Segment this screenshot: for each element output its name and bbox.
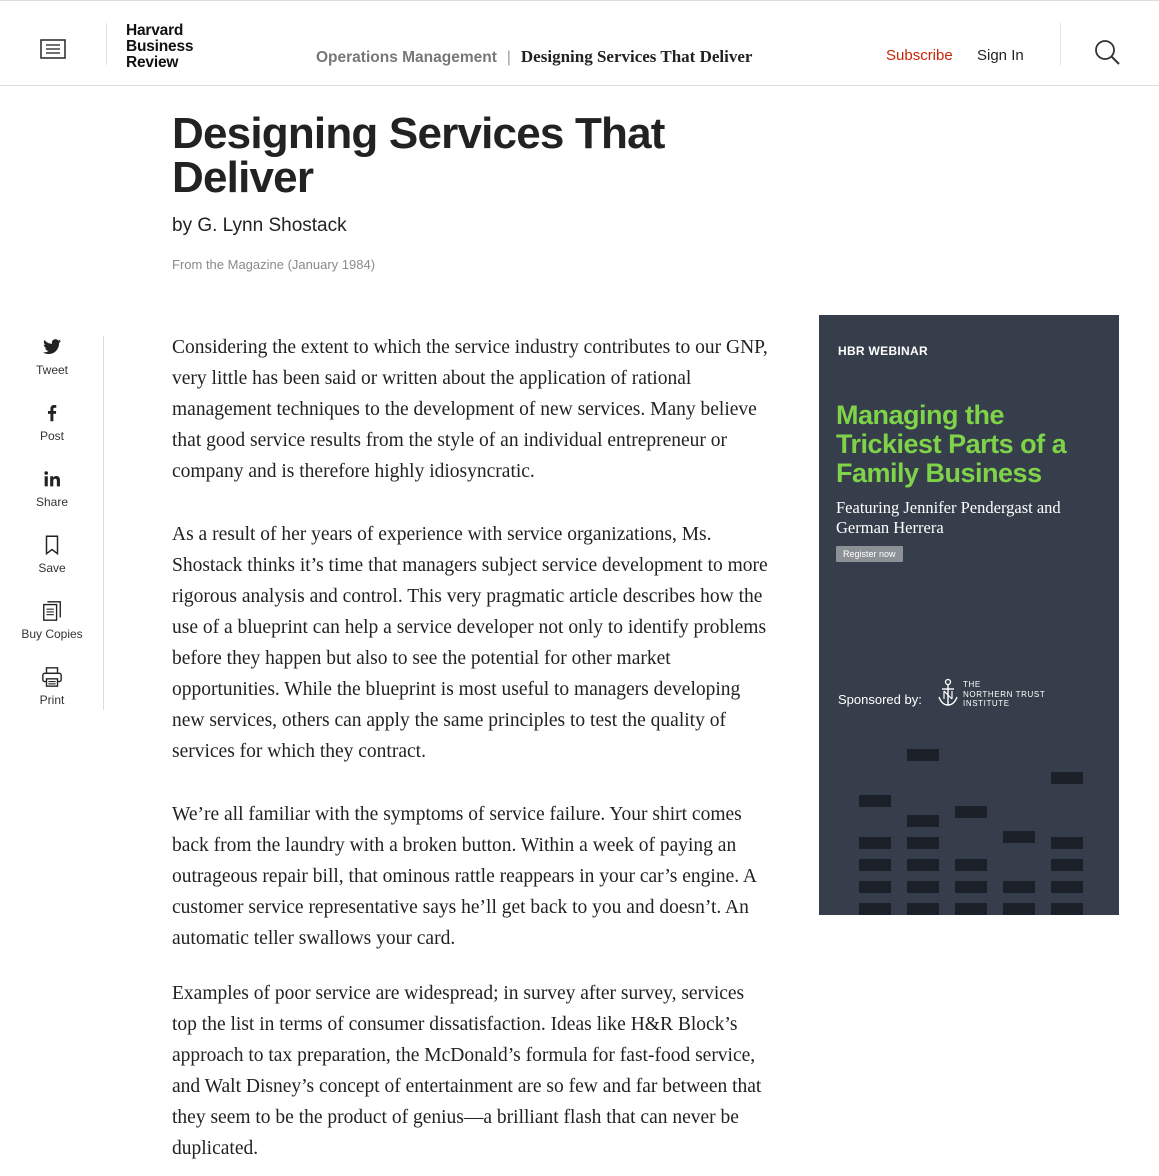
breadcrumb bbox=[316, 47, 752, 67]
article-paragraph: We’re all familiar with the symptoms of service failure. Your shirt comes back from the laundry with a broken button. Within a week of paying an outrageous repair bill, that ominous rattle reappears in your car’s engine. A customer service representative says he’ll get back to you and doesn’t. An automatic teller swallows your card. bbox=[172, 804, 756, 949]
sponsor-logo-line: THE bbox=[963, 680, 981, 689]
anchor-icon bbox=[937, 678, 959, 708]
article-paragraph: Examples of poor service are widespread; in survey after survey, services top the list in terms of consumer dissatisfaction. Ideas like H&R Block’s approach to tax preparation, the McDonald’s formula for fast-food service, and Walt Disney’s concept of entertainment are so few and far between that they seem to be the product of genius—a brilliant flash that can never be duplicated. bbox=[172, 983, 762, 1159]
breadcrumb-separator: | bbox=[506, 49, 511, 66]
article-source[interactable]: From the Magazine (January 1984) bbox=[172, 257, 376, 272]
register-now-button[interactable]: Register now bbox=[836, 546, 903, 562]
facebook-icon bbox=[41, 402, 63, 424]
article-title: Designing Services That Deliver bbox=[172, 109, 665, 202]
article-paragraph: As a result of her years of experience with service organizations, Ms. Shostack thinks it’s time that managers subject service development to more rigorous analysis and control. This very pragmatic article describes how the use of a blueprint can help a service developer not only to identify problems before they happen but also to see the potential for other market opportunities. While the blueprint is most useful to managers developing new services, others can apply the same principles to test the quality of services for which they contract. bbox=[172, 524, 768, 762]
twitter-icon bbox=[41, 336, 63, 358]
share-label: Tweet bbox=[35, 363, 68, 377]
ad-kicker: HBR WEBINAR bbox=[838, 344, 928, 358]
print-icon bbox=[41, 666, 63, 688]
linkedin-icon bbox=[41, 468, 63, 490]
copies-icon bbox=[41, 600, 63, 622]
search-icon[interactable] bbox=[1094, 39, 1120, 65]
logo-line: Business bbox=[126, 38, 194, 55]
logo-line: Harvard bbox=[126, 22, 184, 39]
article-paragraph: Considering the extent to which the service industry contributes to our GNP, very little has been said or written about the application of rational management techniques to the development of new services. Many believe that good service results from the style of an individual entrepreneur or company and is therefore highly idiosyncratic. bbox=[172, 337, 768, 482]
ad-subhead: Featuring Jennifer Pendergast and German Herrera bbox=[836, 498, 1061, 537]
share-label: Post bbox=[39, 429, 64, 443]
hbr-logo[interactable] bbox=[126, 23, 193, 71]
save-button[interactable] bbox=[0, 534, 104, 575]
breadcrumb-section-link[interactable]: Operations Management bbox=[316, 49, 497, 66]
subscribe-link[interactable]: Subscribe bbox=[886, 47, 953, 64]
sign-in-link[interactable]: Sign In bbox=[977, 47, 1024, 64]
header-divider bbox=[106, 23, 107, 65]
tweet-button[interactable] bbox=[0, 336, 104, 377]
ad-sponsor-label: Sponsored by: bbox=[838, 692, 922, 707]
bookmark-icon bbox=[41, 534, 63, 556]
buy-copies-button[interactable] bbox=[0, 600, 104, 641]
site-header bbox=[0, 0, 1159, 86]
header-divider bbox=[1060, 23, 1061, 65]
post-button[interactable] bbox=[0, 402, 104, 443]
menu-icon[interactable] bbox=[40, 39, 66, 59]
northern-trust-logo bbox=[937, 678, 1087, 708]
share-label: Save bbox=[38, 561, 66, 575]
sponsor-logo-line: INSTITUTE bbox=[963, 699, 1010, 708]
webinar-ad[interactable] bbox=[819, 315, 1119, 915]
logo-line: Review bbox=[126, 54, 179, 71]
ad-headline: Managing the Trickiest Parts of a Family Business bbox=[836, 400, 1067, 488]
share-rail bbox=[0, 336, 104, 710]
share-label: Buy Copies bbox=[21, 627, 83, 641]
sponsor-logo-line: NORTHERN TRUST bbox=[963, 689, 1046, 699]
sponsor-logo-text bbox=[963, 680, 1045, 709]
share-button[interactable] bbox=[0, 468, 104, 509]
article-byline[interactable]: by G. Lynn Shostack bbox=[172, 215, 347, 236]
share-label: Print bbox=[39, 693, 65, 707]
print-button[interactable] bbox=[0, 666, 104, 707]
breadcrumb-title: Designing Services That Deliver bbox=[520, 47, 753, 66]
article-body bbox=[172, 332, 772, 1176]
share-label: Share bbox=[35, 495, 69, 509]
